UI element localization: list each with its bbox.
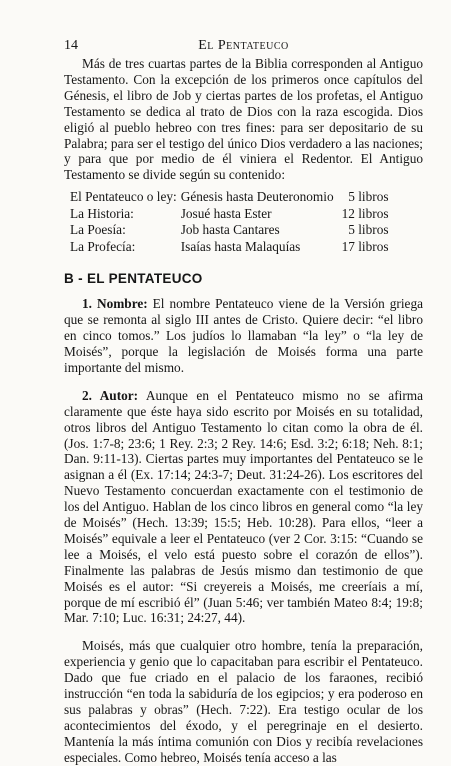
point-author-text: Aunque en el Pentateuco mismo no se afirma claramente que éste haya sido escrito por Moisés en su totalidad, otros libros del Antiguo Testamento lo citan como la obra de él. (Jos. 1:7-8; 23:6; 1 Rey. 2:3; 2 Rey. 14:6; Esd. 3:2; 6:18; Neh. 8:1; Dan. 9:11-13). Ciertas partes muy importantes del Pentateuco se le asignan a él (Ex. 17:14; 24:3-7; Deut. 31:24-26). Los escritores del Nuevo Testamento concuerdan exactamente con el testimonio de los del Antiguo. Hablan de los cinco libros en general como “la ley de Moisés” (Hech. 13:39; 15:5; Heb. 10:28). Para ellos, “leer a Moisés” equivale a leer el Pentateuco (ver 2 Cor. 3:15: “Cuando se lee a Moisés, el velo está puesto sobre el corazón de ellos”). Finalmente las palabras de Jesús mismo dan testimonio de que Moisés es el autor: “Si creyereis a Moisés, me creeríais a mí, porque de mí escribió él” (Juan 5:46; ver también Mateo 8:4; 19:8; Mar. 7:10; Luc. 16:31; 24:27, 44). [64, 387, 424, 626]
point-name-paragraph [64, 296, 423, 376]
point-name-text: El nombre Pentateuco viene de la Versión griega que se remonta al siglo III antes de Cristo. Quiere decir: “el libro en cinco tomos.” Los judíos lo llamaban “la ley” o “la ley de Moisés”, porque la legislación de Moisés forma una parte importante del mismo. [64, 296, 423, 375]
point-name-label: 1. Nombre: [82, 296, 148, 312]
page-number: 14 [64, 38, 78, 53]
division-name: La Poesía: [70, 222, 126, 238]
division-name: El Pentateuco o ley: [70, 189, 177, 205]
table-row [70, 222, 389, 239]
book-count: 12 libros [341, 205, 389, 221]
running-title: El Pentateuco [198, 38, 289, 53]
book-count: 5 libros [348, 222, 389, 238]
book-range: Job hasta Cantares [180, 222, 280, 238]
page-body [64, 56, 423, 766]
division-name: La Historia: [70, 205, 134, 221]
book-range: Génesis hasta Deuteronomio [180, 189, 334, 205]
contents-table [70, 189, 389, 255]
intro-paragraph: Más de tres cuartas partes de la Biblia corresponden al Antiguo Testamento. Con la excepción de los primeros once capítulos del Génesis, el libro de Job y ciertas partes de los profetas, el Antiguo Testamento se dedica al trato de Dios con la raza escogida. Dios eligió al pueblo hebreo con tres fines: para ser depositario de su Palabra; para ser el testigo del único Dios verdadero a las naciones; y para que por medio de él viniera el Redentor. El Antiguo Testamento se divide según su contenido: [64, 56, 423, 183]
book-count: 17 libros [341, 238, 389, 254]
table-row [70, 239, 389, 256]
moses-paragraph: Moisés, más que cualquier otro hombre, tenía la preparación, experiencia y genio que lo capacitaban para escribir el Pentateuco. Dado que fue criado en el palacio de los faraones, recibió instrucción “en toda la sabiduría de los egipcios; y era poderoso en sus palabras y obras” (Hech. 7:22). Era testigo ocular de los acontecimientos del éxodo, y el peregrinaje en el desierto. Mantenía la más íntima comunión con Dios y recibía revelaciones especiales. Como hebreo, Moisés tenía acceso a las [64, 638, 423, 765]
table-row [70, 206, 389, 223]
page-header [64, 38, 423, 54]
book-count: 5 libros [348, 189, 389, 205]
point-author-label: 2. Autor: [82, 387, 139, 403]
book-range: Josué hasta Ester [180, 205, 272, 221]
point-author-paragraph [64, 388, 423, 627]
table-row [70, 189, 389, 206]
division-name: La Profecía: [70, 238, 136, 254]
section-heading: B - EL PENTATEUCO [64, 271, 203, 287]
book-range: Isaías hasta Malaquías [180, 238, 301, 254]
